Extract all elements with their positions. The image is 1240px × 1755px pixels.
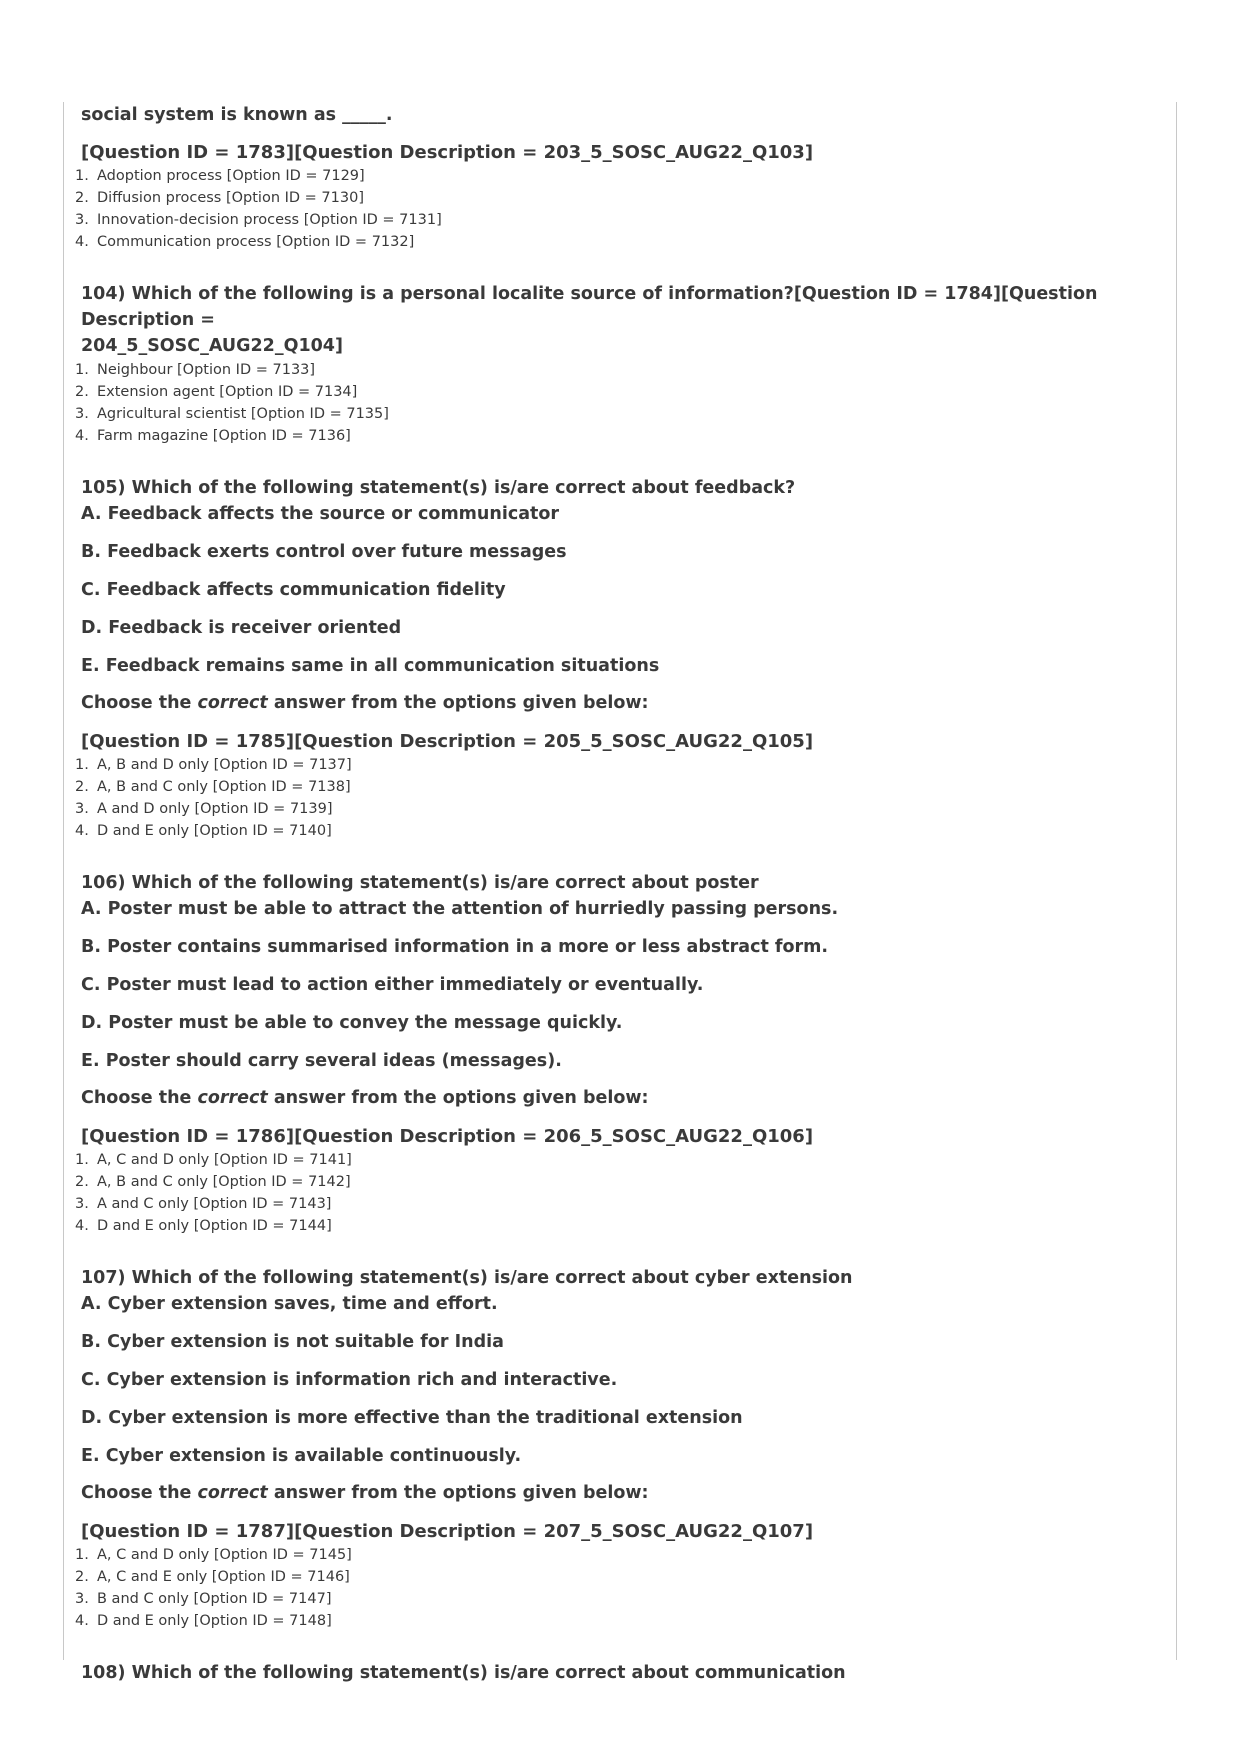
option-item: 2. A, B and C only [Option ID = 7142]: [75, 1174, 351, 1190]
question-meta: [Question ID = 1786][Question Description = 206_5_SOSC_AUG22_Q106]: [81, 1126, 814, 1147]
option-item: 2. Diffusion process [Option ID = 7130]: [75, 190, 364, 206]
question-title: 106) Which of the following statement(s) is/are correct about poster: [81, 873, 759, 893]
statement: C. Feedback affects communication fidelity: [81, 580, 506, 600]
statement: D. Poster must be able to convey the message quickly.: [81, 1013, 623, 1033]
question-meta: [Question ID = 1783][Question Description = 203_5_SOSC_AUG22_Q103]: [81, 142, 814, 163]
option-item: 3. Innovation-decision process [Option ID = 7131]: [75, 212, 442, 228]
option-item: 2. Extension agent [Option ID = 7134]: [75, 384, 358, 400]
option-item: 2. A, C and E only [Option ID = 7146]: [75, 1569, 350, 1585]
question-title: 104) Which of the following is a personal localite source of information?[Question ID = 1784][Question Description =: [81, 284, 1098, 330]
option-item: 1. A, B and D only [Option ID = 7137]: [75, 757, 352, 773]
choose-instruction: Choose the correct answer from the options given below:: [81, 1088, 649, 1108]
statement: B. Poster contains summarised information in a more or less abstract form.: [81, 937, 829, 957]
question-meta: [Question ID = 1785][Question Description = 205_5_SOSC_AUG22_Q105]: [81, 731, 814, 752]
statement: E. Cyber extension is available continuously.: [81, 1446, 522, 1466]
option-item: 4. D and E only [Option ID = 7144]: [75, 1218, 332, 1234]
statement: D. Cyber extension is more effective than the traditional extension: [81, 1408, 743, 1428]
question-107: [75, 1265, 1165, 1632]
option-item: 3. B and C only [Option ID = 7147]: [75, 1591, 332, 1607]
option-item: 1. Adoption process [Option ID = 7129]: [75, 168, 365, 184]
question-104: [75, 281, 1165, 447]
question-title: 108) Which of the following statement(s) is/are correct about communication: [81, 1663, 846, 1683]
question-title-cont: 204_5_SOSC_AUG22_Q104]: [81, 336, 343, 356]
option-item: 3. Agricultural scientist [Option ID = 7135]: [75, 406, 389, 422]
choose-instruction: Choose the correct answer from the options given below:: [81, 693, 649, 713]
choose-instruction: Choose the correct answer from the options given below:: [81, 1483, 649, 1503]
statement: D. Feedback is receiver oriented: [81, 618, 402, 638]
statement: E. Poster should carry several ideas (messages).: [81, 1051, 562, 1071]
option-list: [75, 754, 1165, 842]
statement: B. Cyber extension is not suitable for India: [81, 1332, 504, 1352]
option-item: 1. A, C and D only [Option ID = 7141]: [75, 1152, 352, 1168]
question-meta: [Question ID = 1787][Question Description = 207_5_SOSC_AUG22_Q107]: [81, 1521, 814, 1542]
statement: A. Cyber extension saves, time and effort.: [81, 1294, 498, 1314]
option-item: 4. D and E only [Option ID = 7148]: [75, 1613, 332, 1629]
option-item: 1. A, C and D only [Option ID = 7145]: [75, 1547, 352, 1563]
question-106: [75, 870, 1165, 1237]
statement: C. Cyber extension is information rich and interactive.: [81, 1370, 618, 1390]
option-list: [75, 359, 1165, 447]
option-item: 4. Farm magazine [Option ID = 7136]: [75, 428, 351, 444]
option-item: 2. A, B and C only [Option ID = 7138]: [75, 779, 351, 795]
question-title: social system is known as _____.: [81, 105, 393, 125]
option-list: [75, 1544, 1165, 1632]
option-item: 3. A and D only [Option ID = 7139]: [75, 801, 333, 817]
statement: E. Feedback remains same in all communication situations: [81, 656, 660, 676]
question-105: [75, 475, 1165, 842]
option-list: [75, 1149, 1165, 1237]
option-item: 4. D and E only [Option ID = 7140]: [75, 823, 332, 839]
statement: A. Feedback affects the source or communicator: [81, 504, 560, 524]
option-item: 4. Communication process [Option ID = 7132]: [75, 234, 415, 250]
question-108: [80, 1660, 1165, 1686]
statement: B. Feedback exerts control over future messages: [81, 542, 567, 562]
statement: A. Poster must be able to attract the attention of hurriedly passing persons.: [81, 899, 839, 919]
question-103: [75, 104, 1165, 253]
statement: C. Poster must lead to action either immediately or eventually.: [81, 975, 704, 995]
question-title: 105) Which of the following statement(s) is/are correct about feedback?: [81, 478, 796, 498]
option-item: 3. A and C only [Option ID = 7143]: [75, 1196, 332, 1212]
question-paper: [75, 104, 1165, 1686]
option-list: [75, 165, 1165, 253]
option-item: 1. Neighbour [Option ID = 7133]: [75, 362, 316, 378]
question-title: 107) Which of the following statement(s) is/are correct about cyber extension: [81, 1268, 853, 1288]
